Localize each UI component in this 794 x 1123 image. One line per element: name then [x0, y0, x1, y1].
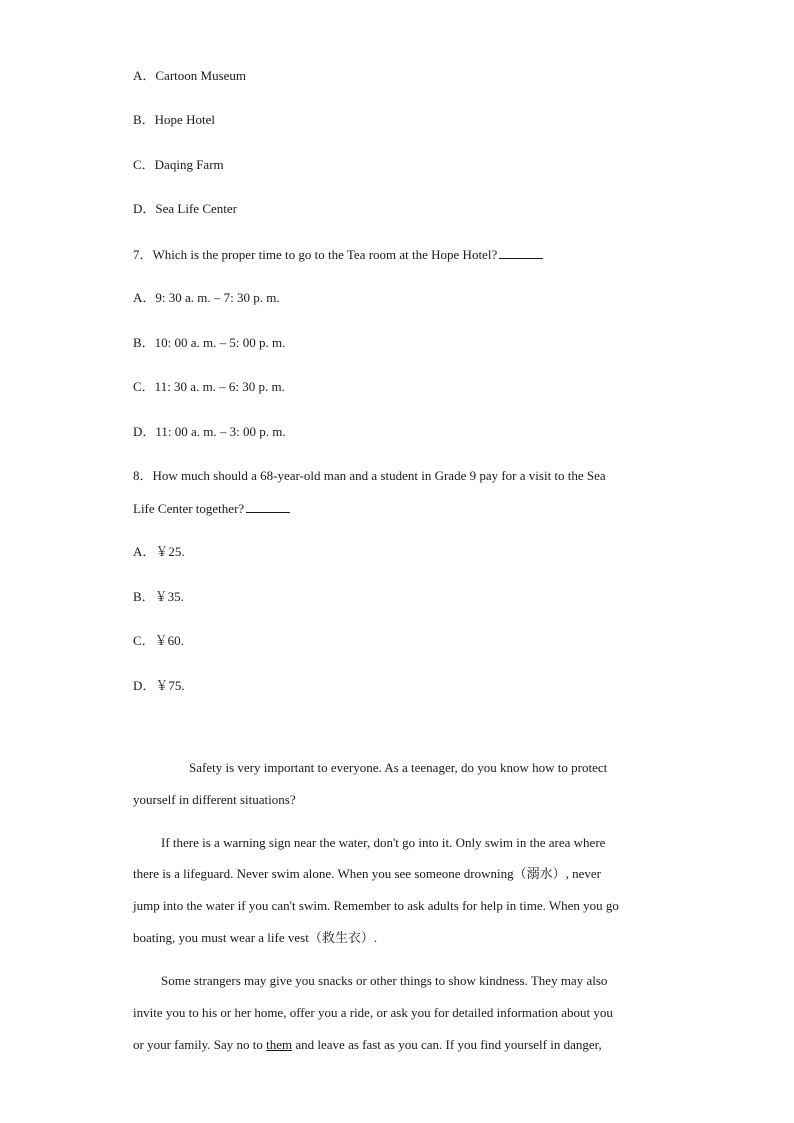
option-text: ￥25. [155, 544, 185, 559]
option-text: 11: 30 a. m. – 6: 30 p. m. [154, 379, 285, 394]
option-letter: D． [133, 201, 156, 216]
passage-p1-line1: If there is a warning sign near the water, don't go into it. Only swim in the area where [161, 835, 606, 850]
q6-option-d [133, 201, 237, 217]
option-letter: C． [133, 157, 155, 172]
text-segment: and leave as fast as you can. If you find yourself in danger, [292, 1037, 602, 1052]
option-letter: A． [133, 290, 156, 305]
option-letter: B． [133, 112, 155, 127]
q7-question [133, 246, 543, 263]
q6-option-b [133, 112, 215, 128]
question-text: Which is the proper time to go to the Tea room at the Hope Hotel? [152, 247, 498, 262]
answer-blank[interactable] [499, 246, 543, 259]
text-segment: or your family. Say no to [133, 1037, 267, 1052]
question-number: 7． [133, 247, 153, 262]
passage-p1-line4: boating, you must wear a life vest（救生衣）. [133, 930, 378, 945]
q7-option-d [133, 424, 286, 440]
option-text: Hope Hotel [154, 112, 215, 127]
option-text: Daqing Farm [154, 157, 224, 172]
q8-question-line1 [133, 468, 606, 484]
option-text: Cartoon Museum [155, 68, 247, 83]
q7-option-a [133, 290, 280, 306]
passage-intro-line2: yourself in different situations? [133, 792, 296, 807]
q6-option-a [133, 68, 246, 84]
passage-p1-line3: jump into the water if you can't swim. Remember to ask adults for help in time. When you go [133, 898, 619, 913]
question-text: How much should a 68-year-old man and a student in Grade 9 pay for a visit to the Sea [152, 468, 606, 483]
q8-question-line2 [133, 500, 290, 517]
option-letter: B． [133, 589, 155, 604]
question-number: 8． [133, 468, 153, 483]
option-letter: C． [133, 633, 155, 648]
q8-option-b [133, 589, 184, 605]
option-text: ￥60. [154, 633, 184, 648]
option-letter: D． [133, 424, 156, 439]
option-letter: C． [133, 379, 155, 394]
underlined-word: them [266, 1037, 293, 1052]
option-letter: A． [133, 544, 156, 559]
answer-blank[interactable] [246, 500, 290, 513]
option-text: 9: 30 a. m. – 7: 30 p. m. [155, 290, 280, 305]
question-text: Life Center together? [133, 501, 245, 516]
q6-option-c [133, 157, 224, 173]
option-text: Sea Life Center [155, 201, 237, 216]
passage-intro-line1: Safety is very important to everyone. As a teenager, do you know how to protect [189, 760, 608, 775]
q8-option-c [133, 633, 184, 649]
option-text: ￥75. [155, 678, 185, 693]
option-letter: D． [133, 678, 156, 693]
passage-p2-line1: Some strangers may give you snacks or other things to show kindness. They may also [161, 973, 608, 988]
q8-option-a [133, 544, 185, 560]
option-text: 10: 00 a. m. – 5: 00 p. m. [154, 335, 286, 350]
option-letter: A． [133, 68, 156, 83]
passage-p2-line3 [133, 1037, 602, 1053]
option-letter: B． [133, 335, 155, 350]
q7-option-b [133, 335, 285, 351]
passage-p2-line2: invite you to his or her home, offer you a ride, or ask you for detailed information about you [133, 1005, 613, 1020]
q8-option-d [133, 678, 185, 694]
passage-p1-line2: there is a lifeguard. Never swim alone. When you see someone drowning（溺水）, never [133, 866, 601, 881]
option-text: 11: 00 a. m. – 3: 00 p. m. [155, 424, 286, 439]
q7-option-c [133, 379, 285, 395]
option-text: ￥35. [154, 589, 184, 604]
